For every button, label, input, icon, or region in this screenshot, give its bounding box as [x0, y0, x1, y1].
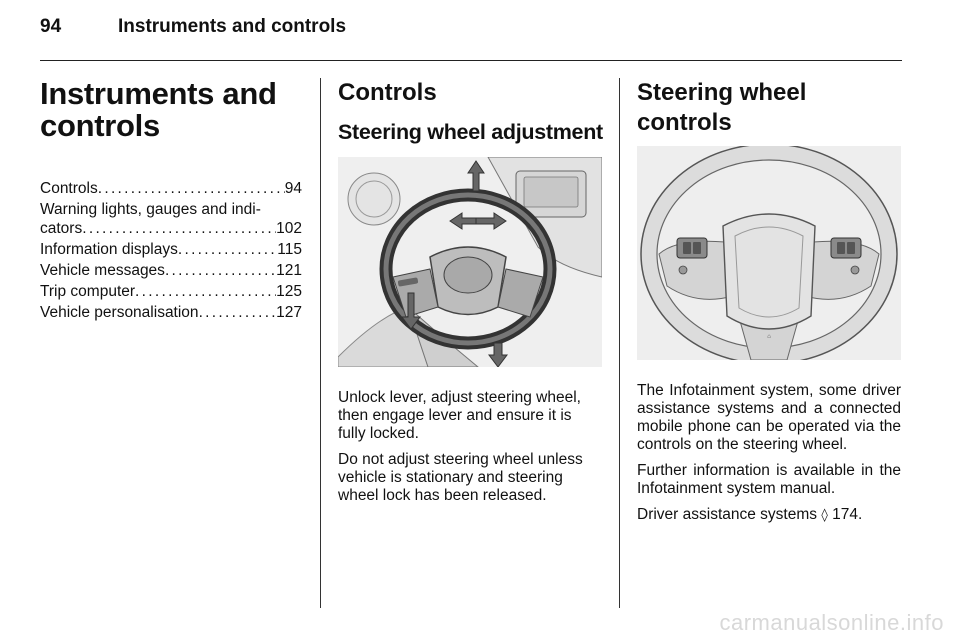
adjustment-heading: Steering wheel adjustment [338, 120, 603, 144]
toc-entry[interactable] [40, 179, 302, 198]
table-of-contents [40, 179, 302, 322]
wheel-controls-paragraph: The Infotainment system, some driver assistance systems and a connected mobile phone can be operated via the controls on the steering wheel. [637, 382, 901, 453]
toc-page: 125 [276, 283, 302, 300]
toc-label: Trip computer [40, 283, 136, 300]
toc-page: 115 [277, 241, 302, 258]
toc-page: 127 [276, 304, 302, 321]
controls-heading: Controls [338, 79, 437, 106]
toc-label: Controls [40, 180, 98, 197]
chapter-column [40, 74, 302, 324]
toc-page: 121 [276, 262, 302, 279]
toc-label: cators [40, 220, 83, 237]
page-header [40, 16, 346, 38]
wheel-controls-heading: Steering wheel controls [637, 79, 807, 136]
controls-column [338, 74, 602, 513]
toc-entry[interactable] [40, 200, 302, 238]
wheel-controls-column [637, 74, 901, 533]
cross-reference[interactable] [637, 506, 901, 525]
adjustment-paragraph: Unlock lever, adjust steering wheel, then engage lever and ensure it is fully locked. [338, 389, 581, 442]
page-number: 94 [40, 16, 62, 37]
toc-entry[interactable] [40, 282, 302, 301]
svg-text:⌂: ⌂ [767, 333, 771, 340]
reference-text: Driver assistance systems [637, 506, 818, 523]
adjustment-warning: Do not adjust steering wheel unless vehicle is stationary and steering wheel lock has been released. [338, 451, 583, 504]
steering-wheel-controls-illustration [637, 146, 901, 360]
header-rule [40, 60, 902, 61]
watermark: carmanualsonline.info [719, 610, 944, 635]
toc-page: 94 [284, 180, 302, 197]
toc-label: Vehicle messages [40, 262, 165, 279]
toc-page: 102 [276, 220, 302, 237]
toc-label: Vehicle personalisation [40, 304, 199, 321]
toc-entry[interactable] [40, 303, 302, 322]
column-divider-1 [320, 78, 321, 608]
toc-entry[interactable] [40, 261, 302, 280]
header-title: Instruments and controls [118, 16, 347, 37]
reference-icon: ◊ [821, 508, 828, 523]
toc-entry[interactable] [40, 240, 302, 259]
chapter-title: Instruments and controls [40, 76, 277, 143]
toc-label-line1: Warning lights, gauges and indi- [40, 201, 261, 218]
reference-page: 174. [832, 506, 863, 523]
infotainment-note: Further information is available in the Infotainment system manual. [637, 462, 901, 497]
steering-adjustment-illustration [338, 157, 602, 367]
column-divider-2 [619, 78, 620, 608]
toc-label: Information displays [40, 241, 178, 258]
